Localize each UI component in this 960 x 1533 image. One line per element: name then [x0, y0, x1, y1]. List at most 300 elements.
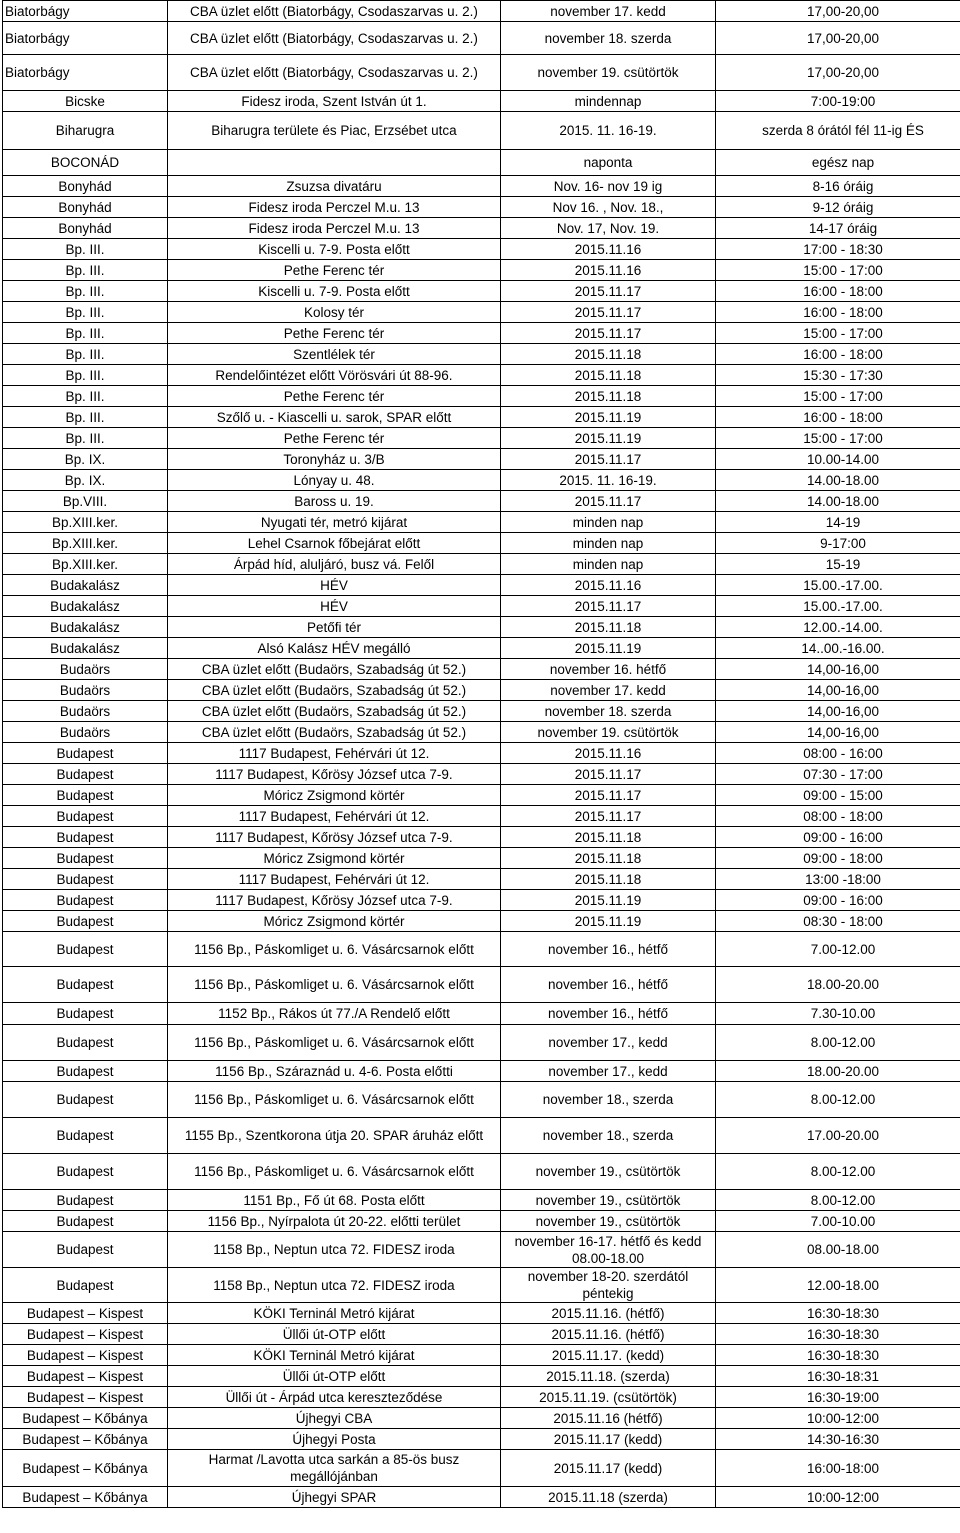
address-cell: 1117 Budapest, Fehérvári út 12.	[168, 743, 501, 764]
address-cell: Harmat /Lavotta utca sarkán a 85-ös busz megállójánban	[168, 1450, 501, 1487]
table-row	[3, 1408, 960, 1429]
date-cell: 2015.11.17	[501, 806, 716, 827]
address-cell: 1152 Bp., Rákos út 77./A Rendelő előtt	[168, 1003, 501, 1025]
address-cell: CBA üzlet előtt (Budaörs, Szabadság út 52.)	[168, 722, 501, 743]
time-cell: 8.00-12.00	[716, 1082, 960, 1118]
time-cell: 10.00-14.00	[716, 449, 960, 470]
table-row	[3, 554, 960, 575]
address-cell: CBA üzlet előtt (Budaörs, Szabadság út 52.)	[168, 701, 501, 722]
address-cell: 1156 Bp., Páskomliget u. 6. Vásárcsarnok előtt	[168, 1082, 501, 1118]
date-cell: 2015.11.18	[501, 848, 716, 869]
table-row	[3, 1082, 960, 1118]
time-cell: 15.00.-17.00.	[716, 575, 960, 596]
location-cell: Budapest – Kispest	[3, 1303, 168, 1324]
location-cell: Bp. III.	[3, 239, 168, 260]
date-cell: 2015.11.17	[501, 491, 716, 512]
location-cell: Bp. III.	[3, 323, 168, 344]
time-cell: 16:00 - 18:00	[716, 407, 960, 428]
time-cell: 8.00-12.00	[716, 1154, 960, 1190]
address-cell: CBA üzlet előtt (Budaörs, Szabadság út 52.)	[168, 680, 501, 701]
location-cell: Budapest – Kispest	[3, 1387, 168, 1408]
table-row	[3, 407, 960, 428]
time-cell: 9-12 óráig	[716, 197, 960, 218]
date-cell: minden nap	[501, 533, 716, 554]
date-cell: 2015.11.18	[501, 827, 716, 848]
location-cell: Bp. III.	[3, 428, 168, 449]
location-cell: Budapest	[3, 785, 168, 806]
table-row	[3, 176, 960, 197]
table-row	[3, 1487, 960, 1508]
location-cell: Biatorbágy	[3, 22, 168, 55]
address-cell: 1117 Budapest, Kőrösy József utca 7-9.	[168, 890, 501, 911]
time-cell: 16:00 - 18:00	[716, 344, 960, 365]
location-cell: Budapest – Kőbánya	[3, 1408, 168, 1429]
time-cell: 14.00-18.00	[716, 491, 960, 512]
location-cell: Bp. III.	[3, 260, 168, 281]
date-cell: november 19., csütörtök	[501, 1211, 716, 1232]
location-cell: Bp. III.	[3, 281, 168, 302]
time-cell: 15:00 - 17:00	[716, 428, 960, 449]
time-cell: 09:00 - 16:00	[716, 890, 960, 911]
table-row	[3, 1429, 960, 1450]
table-row	[3, 239, 960, 260]
location-cell: Budapest	[3, 806, 168, 827]
time-cell: 08.00-18.00	[716, 1232, 960, 1268]
location-cell: Budaörs	[3, 680, 168, 701]
address-cell: Üllői út-OTP előtt	[168, 1366, 501, 1387]
location-cell: Bonyhád	[3, 218, 168, 239]
table-row	[3, 1190, 960, 1211]
address-cell	[168, 150, 501, 176]
time-cell: 08:00 - 16:00	[716, 743, 960, 764]
location-cell: Bp. IX.	[3, 449, 168, 470]
address-cell: 1156 Bp., Páskomliget u. 6. Vásárcsarnok előtt	[168, 1025, 501, 1061]
time-cell: 17,00-20,00	[716, 22, 960, 55]
address-cell: HÉV	[168, 596, 501, 617]
time-cell: 16:30-18:31	[716, 1366, 960, 1387]
table-row	[3, 1324, 960, 1345]
address-cell: 1158 Bp., Neptun utca 72. FIDESZ iroda	[168, 1232, 501, 1268]
time-cell: 9-17:00	[716, 533, 960, 554]
location-cell: Budapest – Kispest	[3, 1366, 168, 1387]
table-row	[3, 911, 960, 932]
location-cell: Bp. III.	[3, 344, 168, 365]
table-row	[3, 764, 960, 785]
time-cell: 12.00.-14.00.	[716, 617, 960, 638]
date-cell: 2015.11.18 (szerda)	[501, 1487, 716, 1508]
date-cell: november 16., hétfő	[501, 967, 716, 1003]
address-cell: Újhegyi CBA	[168, 1408, 501, 1429]
location-cell: Budapest	[3, 1003, 168, 1025]
time-cell: 14-19	[716, 512, 960, 533]
location-cell: Bonyhád	[3, 176, 168, 197]
table-row	[3, 197, 960, 218]
address-cell: 1117 Budapest, Fehérvári út 12.	[168, 869, 501, 890]
date-cell: november 17. kedd	[501, 1, 716, 22]
time-cell: 16:30-19:00	[716, 1387, 960, 1408]
table-row	[3, 701, 960, 722]
table-row	[3, 827, 960, 848]
time-cell: 15:00 - 17:00	[716, 323, 960, 344]
table-row	[3, 932, 960, 967]
location-cell: Budapest	[3, 1025, 168, 1061]
date-cell: 2015.11.16	[501, 743, 716, 764]
date-cell: 2015.11.17	[501, 323, 716, 344]
time-cell: 16:00 - 18:00	[716, 281, 960, 302]
date-cell: 2015.11.17 (kedd)	[501, 1450, 716, 1487]
date-cell: november 16. hétfő	[501, 659, 716, 680]
location-cell: BOCONÁD	[3, 150, 168, 176]
time-cell: 15:00 - 17:00	[716, 386, 960, 407]
address-cell: Fidesz iroda Perczel M.u. 13	[168, 218, 501, 239]
date-cell: november 18., szerda	[501, 1082, 716, 1118]
location-cell: Bicske	[3, 91, 168, 112]
location-cell: Budapest – Kőbánya	[3, 1487, 168, 1508]
time-cell: 18.00-20.00	[716, 1061, 960, 1082]
date-cell: 2015.11.17 (kedd)	[501, 1429, 716, 1450]
table-row	[3, 218, 960, 239]
table-row	[3, 22, 960, 55]
address-cell: 1156 Bp., Nyírpalota út 20-22. előtti terület	[168, 1211, 501, 1232]
date-cell: 2015.11.17	[501, 281, 716, 302]
time-cell: 8.00-12.00	[716, 1025, 960, 1061]
time-cell: 08:00 - 18:00	[716, 806, 960, 827]
table-row	[3, 1366, 960, 1387]
date-cell: mindennap	[501, 91, 716, 112]
table-row	[3, 869, 960, 890]
date-cell: november 17., kedd	[501, 1025, 716, 1061]
address-cell: Baross u. 19.	[168, 491, 501, 512]
address-cell: Rendelőintézet előtt Vörösvári út 88-96.	[168, 365, 501, 386]
table-row	[3, 1003, 960, 1025]
table-row	[3, 1211, 960, 1232]
address-cell: Szentlélek tér	[168, 344, 501, 365]
date-cell: 2015.11.19	[501, 890, 716, 911]
location-cell: Budapest – Kispest	[3, 1345, 168, 1366]
location-cell: Budapest – Kőbánya	[3, 1429, 168, 1450]
location-cell: Biharugra	[3, 112, 168, 150]
time-cell: 10:00-12:00	[716, 1487, 960, 1508]
address-cell: Biharugra területe és Piac, Erzsébet utca	[168, 112, 501, 150]
date-cell: 2015.11.19	[501, 407, 716, 428]
location-cell: Bp.XIII.ker.	[3, 533, 168, 554]
table-row	[3, 638, 960, 659]
location-cell: Biatorbágy	[3, 55, 168, 91]
address-cell: Kiscelli u. 7-9. Posta előtt	[168, 239, 501, 260]
address-cell: Pethe Ferenc tér	[168, 386, 501, 407]
date-cell: 2015.11.16	[501, 260, 716, 281]
date-cell: 2015.11.16	[501, 575, 716, 596]
time-cell: 09:00 - 18:00	[716, 848, 960, 869]
date-cell: 2015.11.18	[501, 344, 716, 365]
location-cell: Bp. IX.	[3, 470, 168, 491]
table-row	[3, 533, 960, 554]
date-cell: minden nap	[501, 554, 716, 575]
table-row	[3, 1, 960, 22]
table-row	[3, 449, 960, 470]
time-cell: 09:00 - 15:00	[716, 785, 960, 806]
date-cell: november 17. kedd	[501, 680, 716, 701]
date-cell: 2015.11.16 (hétfő)	[501, 1408, 716, 1429]
date-cell: 2015.11.18	[501, 617, 716, 638]
table-row	[3, 470, 960, 491]
table-row	[3, 806, 960, 827]
address-cell: Pethe Ferenc tér	[168, 323, 501, 344]
location-cell: Budapest	[3, 1268, 168, 1303]
time-cell: 16:00 - 18:00	[716, 302, 960, 323]
table-row	[3, 112, 960, 150]
address-cell: CBA üzlet előtt (Biatorbágy, Csodaszarvas u. 2.)	[168, 1, 501, 22]
time-cell: 14..00.-16.00.	[716, 638, 960, 659]
date-cell: november 19., csütörtök	[501, 1190, 716, 1211]
address-cell: Lónyay u. 48.	[168, 470, 501, 491]
address-cell: Pethe Ferenc tér	[168, 260, 501, 281]
table-row	[3, 596, 960, 617]
date-cell: november 18., szerda	[501, 1118, 716, 1154]
time-cell: 7.30-10.00	[716, 1003, 960, 1025]
date-cell: 2015.11.17. (kedd)	[501, 1345, 716, 1366]
address-cell: CBA üzlet előtt (Budaörs, Szabadság út 52.)	[168, 659, 501, 680]
address-cell: 1117 Budapest, Kőrösy József utca 7-9.	[168, 764, 501, 785]
location-cell: Bonyhád	[3, 197, 168, 218]
address-cell: Árpád híd, aluljáró, busz vá. Felől	[168, 554, 501, 575]
time-cell: 16:30-18:30	[716, 1345, 960, 1366]
date-cell: 2015.11.19	[501, 428, 716, 449]
table-row	[3, 281, 960, 302]
time-cell: 15.00.-17.00.	[716, 596, 960, 617]
time-cell: 10:00-12:00	[716, 1408, 960, 1429]
date-cell: 2015.11.16	[501, 239, 716, 260]
time-cell: 16:30-18:30	[716, 1303, 960, 1324]
location-cell: Budapest – Kispest	[3, 1324, 168, 1345]
date-cell: november 18. szerda	[501, 701, 716, 722]
address-cell: Móricz Zsigmond körtér	[168, 911, 501, 932]
date-cell: 2015.11.19	[501, 638, 716, 659]
location-cell: Budakalász	[3, 575, 168, 596]
table-row	[3, 491, 960, 512]
date-cell: 2015.11.19	[501, 911, 716, 932]
address-cell: 1156 Bp., Páskomliget u. 6. Vásárcsarnok előtt	[168, 967, 501, 1003]
location-cell: Budapest	[3, 869, 168, 890]
location-cell: Budapest	[3, 1232, 168, 1268]
date-cell: november 19. csütörtök	[501, 55, 716, 91]
address-cell: CBA üzlet előtt (Biatorbágy, Csodaszarvas u. 2.)	[168, 22, 501, 55]
time-cell: 8.00-12.00	[716, 1190, 960, 1211]
address-cell: Pethe Ferenc tér	[168, 428, 501, 449]
date-cell: 2015. 11. 16-19.	[501, 112, 716, 150]
table-row	[3, 386, 960, 407]
location-cell: Biatorbágy	[3, 1, 168, 22]
location-cell: Bp. III.	[3, 407, 168, 428]
location-cell: Budapest	[3, 1061, 168, 1082]
address-cell: Toronyház u. 3/B	[168, 449, 501, 470]
address-cell: Móricz Zsigmond körtér	[168, 785, 501, 806]
location-cell: Budapest	[3, 1154, 168, 1190]
location-cell: Budakalász	[3, 596, 168, 617]
date-cell: november 16., hétfő	[501, 932, 716, 967]
location-cell: Budapest	[3, 967, 168, 1003]
date-cell: 2015.11.18. (szerda)	[501, 1366, 716, 1387]
address-cell: Alsó Kalász HÉV megálló	[168, 638, 501, 659]
table-row	[3, 150, 960, 176]
location-cell: Budapest – Kőbánya	[3, 1450, 168, 1487]
time-cell: 14,00-16,00	[716, 722, 960, 743]
time-cell: 17.00-20.00	[716, 1118, 960, 1154]
table-row	[3, 323, 960, 344]
address-cell: HÉV	[168, 575, 501, 596]
table-row	[3, 967, 960, 1003]
table-row	[3, 617, 960, 638]
date-cell: 2015.11.18	[501, 365, 716, 386]
address-cell: KÖKI Terninál Metró kijárat	[168, 1345, 501, 1366]
address-cell: Üllői út - Árpád utca kereszteződése	[168, 1387, 501, 1408]
time-cell: 7:00-19:00	[716, 91, 960, 112]
location-cell: Budapest	[3, 848, 168, 869]
location-cell: Budapest	[3, 743, 168, 764]
address-cell: Nyugati tér, metró kijárat	[168, 512, 501, 533]
address-cell: Szőlő u. - Kiascelli u. sarok, SPAR előtt	[168, 407, 501, 428]
time-cell: 16:00-18:00	[716, 1450, 960, 1487]
date-cell: Nov 16. , Nov. 18.,	[501, 197, 716, 218]
time-cell: 7.00-12.00	[716, 932, 960, 967]
date-cell: november 17., kedd	[501, 1061, 716, 1082]
location-cell: Budapest	[3, 1118, 168, 1154]
table-row	[3, 1268, 960, 1303]
time-cell: szerda 8 órától fél 11-ig ÉS	[716, 112, 960, 150]
address-cell: 1151 Bp., Fő út 68. Posta előtt	[168, 1190, 501, 1211]
date-cell: minden nap	[501, 512, 716, 533]
address-cell: Kolosy tér	[168, 302, 501, 323]
address-cell: Petőfi tér	[168, 617, 501, 638]
time-cell: 14,00-16,00	[716, 680, 960, 701]
date-cell: 2015. 11. 16-19.	[501, 470, 716, 491]
location-cell: Budapest	[3, 911, 168, 932]
address-cell: KÖKI Terninál Metró kijárat	[168, 1303, 501, 1324]
address-cell: Újhegyi SPAR	[168, 1487, 501, 1508]
address-cell: 1156 Bp., Páskomliget u. 6. Vásárcsarnok előtt	[168, 1154, 501, 1190]
date-cell: 2015.11.17	[501, 449, 716, 470]
time-cell: egész nap	[716, 150, 960, 176]
table-row	[3, 1232, 960, 1268]
table-row	[3, 260, 960, 281]
date-cell: 2015.11.18	[501, 386, 716, 407]
address-cell: Üllői út-OTP előtt	[168, 1324, 501, 1345]
address-cell: 1158 Bp., Neptun utca 72. FIDESZ iroda	[168, 1268, 501, 1303]
address-cell: 1117 Budapest, Fehérvári út 12.	[168, 806, 501, 827]
address-cell: Lehel Csarnok főbejárat előtt	[168, 533, 501, 554]
time-cell: 18.00-20.00	[716, 967, 960, 1003]
location-cell: Budapest	[3, 827, 168, 848]
time-cell: 16:30-18:30	[716, 1324, 960, 1345]
time-cell: 09:00 - 16:00	[716, 827, 960, 848]
address-cell: 1156 Bp., Száraznád u. 4-6. Posta előtti	[168, 1061, 501, 1082]
collection-points-table	[2, 0, 960, 1508]
date-cell: november 18-20. szerdától péntekig	[501, 1268, 716, 1303]
time-cell: 14-17 óráig	[716, 218, 960, 239]
time-cell: 14,00-16,00	[716, 659, 960, 680]
table-row	[3, 659, 960, 680]
time-cell: 17:00 - 18:30	[716, 239, 960, 260]
table-row	[3, 365, 960, 386]
location-cell: Budaörs	[3, 722, 168, 743]
location-cell: Budapest	[3, 932, 168, 967]
location-cell: Bp. III.	[3, 302, 168, 323]
location-cell: Budapest	[3, 890, 168, 911]
date-cell: 2015.11.17	[501, 596, 716, 617]
address-cell: Zsuzsa divatáru	[168, 176, 501, 197]
time-cell: 07:30 - 17:00	[716, 764, 960, 785]
address-cell: 1156 Bp., Páskomliget u. 6. Vásárcsarnok előtt	[168, 932, 501, 967]
location-cell: Bp.XIII.ker.	[3, 554, 168, 575]
time-cell: 17,00-20,00	[716, 1, 960, 22]
location-cell: Bp.VIII.	[3, 491, 168, 512]
date-cell: 2015.11.17	[501, 785, 716, 806]
table-row	[3, 890, 960, 911]
date-cell: 2015.11.16. (hétfő)	[501, 1303, 716, 1324]
table-row	[3, 680, 960, 701]
table-row	[3, 1387, 960, 1408]
table-row	[3, 1061, 960, 1082]
time-cell: 8-16 óráig	[716, 176, 960, 197]
date-cell: 2015.11.19. (csütörtök)	[501, 1387, 716, 1408]
address-cell: Móricz Zsigmond körtér	[168, 848, 501, 869]
location-cell: Bp. III.	[3, 386, 168, 407]
date-cell: november 16-17. hétfő és kedd 08.00-18.00	[501, 1232, 716, 1268]
table-row	[3, 1303, 960, 1324]
table-row	[3, 512, 960, 533]
time-cell: 15-19	[716, 554, 960, 575]
time-cell: 15:30 - 17:30	[716, 365, 960, 386]
location-cell: Budaörs	[3, 701, 168, 722]
date-cell: Nov. 16- nov 19 ig	[501, 176, 716, 197]
time-cell: 17,00-20,00	[716, 55, 960, 91]
date-cell: november 19., csütörtök	[501, 1154, 716, 1190]
date-cell: 2015.11.17	[501, 302, 716, 323]
table-row	[3, 91, 960, 112]
table-row	[3, 848, 960, 869]
address-cell: CBA üzlet előtt (Biatorbágy, Csodaszarvas u. 2.)	[168, 55, 501, 91]
table-row	[3, 428, 960, 449]
date-cell: november 16., hétfő	[501, 1003, 716, 1025]
time-cell: 12.00-18.00	[716, 1268, 960, 1303]
address-cell: Kiscelli u. 7-9. Posta előtt	[168, 281, 501, 302]
table-row	[3, 743, 960, 764]
date-cell: 2015.11.17	[501, 764, 716, 785]
time-cell: 13:00 -18:00	[716, 869, 960, 890]
time-cell: 15:00 - 17:00	[716, 260, 960, 281]
location-cell: Budaörs	[3, 659, 168, 680]
date-cell: 2015.11.18	[501, 869, 716, 890]
table-row	[3, 1154, 960, 1190]
location-cell: Budapest	[3, 1190, 168, 1211]
location-cell: Budapest	[3, 764, 168, 785]
location-cell: Budapest	[3, 1211, 168, 1232]
table-row	[3, 1025, 960, 1061]
table-row	[3, 55, 960, 91]
date-cell: 2015.11.16. (hétfő)	[501, 1324, 716, 1345]
time-cell: 7.00-10.00	[716, 1211, 960, 1232]
table-row	[3, 1450, 960, 1487]
time-cell: 14,00-16,00	[716, 701, 960, 722]
table-row	[3, 575, 960, 596]
address-cell: Fidesz iroda, Szent István út 1.	[168, 91, 501, 112]
address-cell: Újhegyi Posta	[168, 1429, 501, 1450]
date-cell: naponta	[501, 150, 716, 176]
table-row	[3, 1345, 960, 1366]
location-cell: Bp. III.	[3, 365, 168, 386]
time-cell: 14.00-18.00	[716, 470, 960, 491]
date-cell: november 19. csütörtök	[501, 722, 716, 743]
